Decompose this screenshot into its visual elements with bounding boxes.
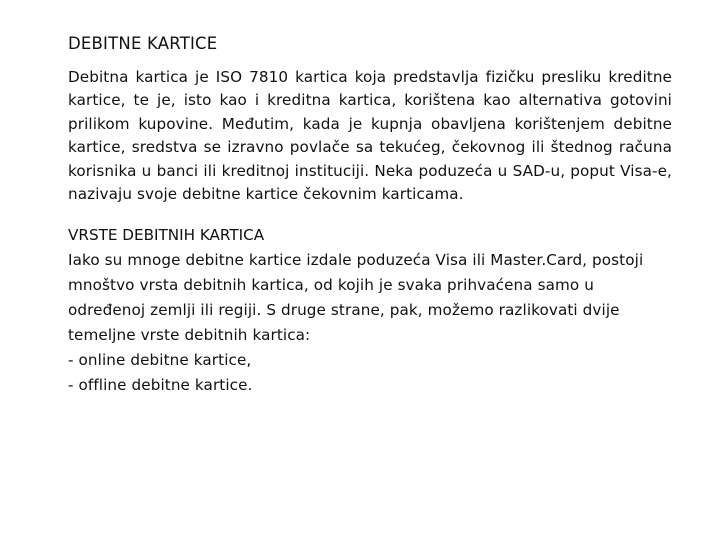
section-heading: VRSTE DEBITNIH KARTICA — [68, 226, 265, 245]
list-item-offline: - offline debitne kartice. — [68, 375, 253, 394]
page-title: DEBITNE KARTICE — [68, 34, 218, 53]
card-types-list — [68, 348, 672, 398]
list-item-online: - online debitne kartice, — [68, 350, 252, 369]
section-paragraph: Iako su mnoge debitne kartice izdale poduzeća Visa ili Master.Card, postoji mnoštvo vrsta debitnih kartica, od kojih je svaka prihvaćena samo u određenoj zemlji ili regiji. S druge strane, pak, možemo razlikovati dvije temeljne vrste debitnih kartica: — [68, 250, 644, 344]
slide-content — [68, 33, 672, 398]
intro-paragraph: Debitna kartica je ISO 7810 kartica koja predstavlja fizičku presliku kreditne kartice, te je, isto kao i kreditna kartica, korištena kao alternativa gotovini prilikom kupovine. Međutim, kada je kupnja obavljena korištenjem debitne kartice, sredstva se izravno povlače sa tekućeg, čekovnog ili štednog računa korisnika u banci ili kreditnoj instituciji. Neka poduzeća u SAD-u, poput Visa-e, nazivaju svoje debitne kartice čekovnim karticama. — [68, 68, 672, 204]
types-section — [68, 224, 672, 397]
